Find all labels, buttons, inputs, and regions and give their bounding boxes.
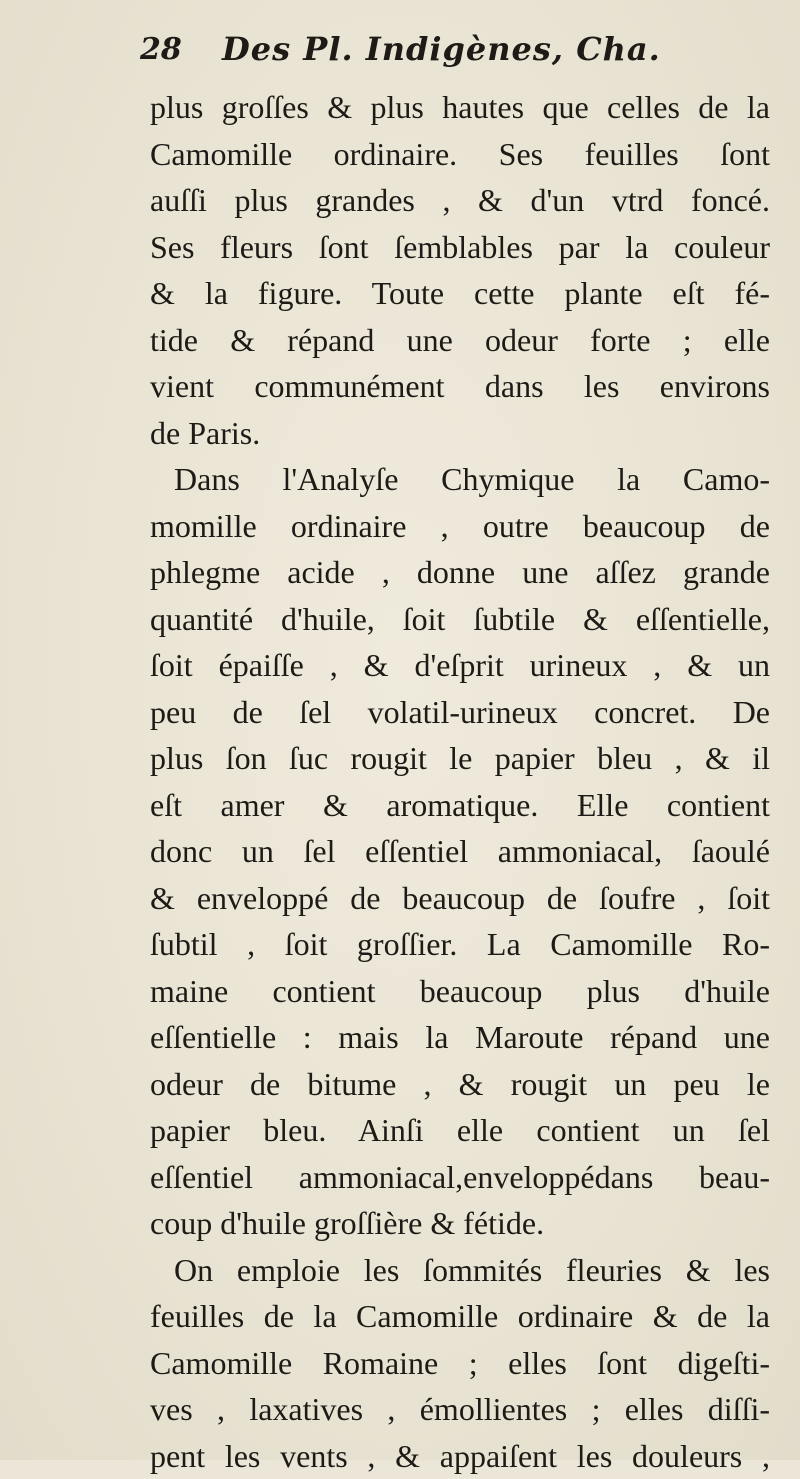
text-line: plus groſſes & plus hautes que celles de la bbox=[150, 84, 770, 131]
text-line: phlegme acide , donne une aſſez grande bbox=[150, 549, 770, 596]
text-line: & enveloppé de beaucoup de ſoufre , ſoit bbox=[150, 875, 770, 922]
text-line: peu de ſel volatil-urineux concret. De bbox=[150, 689, 770, 736]
text-line: Ses fleurs ſont ſemblables par la couleur bbox=[150, 224, 770, 271]
text-line: ſubtil , ſoit groſſier. La Camomille Ro- bbox=[150, 921, 770, 968]
text-line: donc un ſel eſſentiel ammoniacal, ſaoulé bbox=[150, 828, 770, 875]
text-line: Dans l'Analyſe Chymique la Camo- bbox=[150, 456, 770, 503]
text-line: ſoit épaiſſe , & d'eſprit urineux , & un bbox=[150, 642, 770, 689]
text-line: odeur de bitume , & rougit un peu le bbox=[150, 1061, 770, 1108]
text-line: pent les vents , & appaiſent les douleurs , bbox=[150, 1433, 770, 1479]
text-line: auſſi plus grandes , & d'un vtrd foncé. bbox=[150, 177, 770, 224]
body-text bbox=[150, 84, 770, 1479]
text-line: vient communément dans les environs bbox=[150, 363, 770, 410]
text-line: Camomille Romaine ; elles ſont digeſti- bbox=[150, 1340, 770, 1387]
text-line: plus ſon ſuc rougit le papier bleu , & il bbox=[150, 735, 770, 782]
text-line: ves , laxatives , émollientes ; elles diſſi- bbox=[150, 1386, 770, 1433]
text-line: quantité d'huile, ſoit ſubtile & eſſentielle, bbox=[150, 596, 770, 643]
text-line: maine contient beaucoup plus d'huile bbox=[150, 968, 770, 1015]
text-line: eſſentiel ammoniacal,enveloppédans beau- bbox=[150, 1154, 770, 1201]
text-line: tide & répand une odeur forte ; elle bbox=[150, 317, 770, 364]
text-line: eſſentielle : mais la Maroute répand une bbox=[150, 1014, 770, 1061]
text-line: coup d'huile groſſière & fétide. bbox=[150, 1200, 770, 1247]
page-number: 28 bbox=[140, 32, 182, 67]
running-head: Des Pl. Indigènes, Cha. bbox=[222, 30, 661, 68]
text-line: feuilles de la Camomille ordinaire & de la bbox=[150, 1293, 770, 1340]
text-line: eſt amer & aromatique. Elle contient bbox=[150, 782, 770, 829]
text-line: & la figure. Toute cette plante eſt fé- bbox=[150, 270, 770, 317]
text-line: de Paris. bbox=[150, 410, 770, 457]
text-line: papier bleu. Ainſi elle contient un ſel bbox=[150, 1107, 770, 1154]
page-header bbox=[140, 30, 760, 78]
text-line: momille ordinaire , outre beaucoup de bbox=[150, 503, 770, 550]
text-line: On emploie les ſommités fleuries & les bbox=[150, 1247, 770, 1294]
text-line: Camomille ordinaire. Ses feuilles ſont bbox=[150, 131, 770, 178]
